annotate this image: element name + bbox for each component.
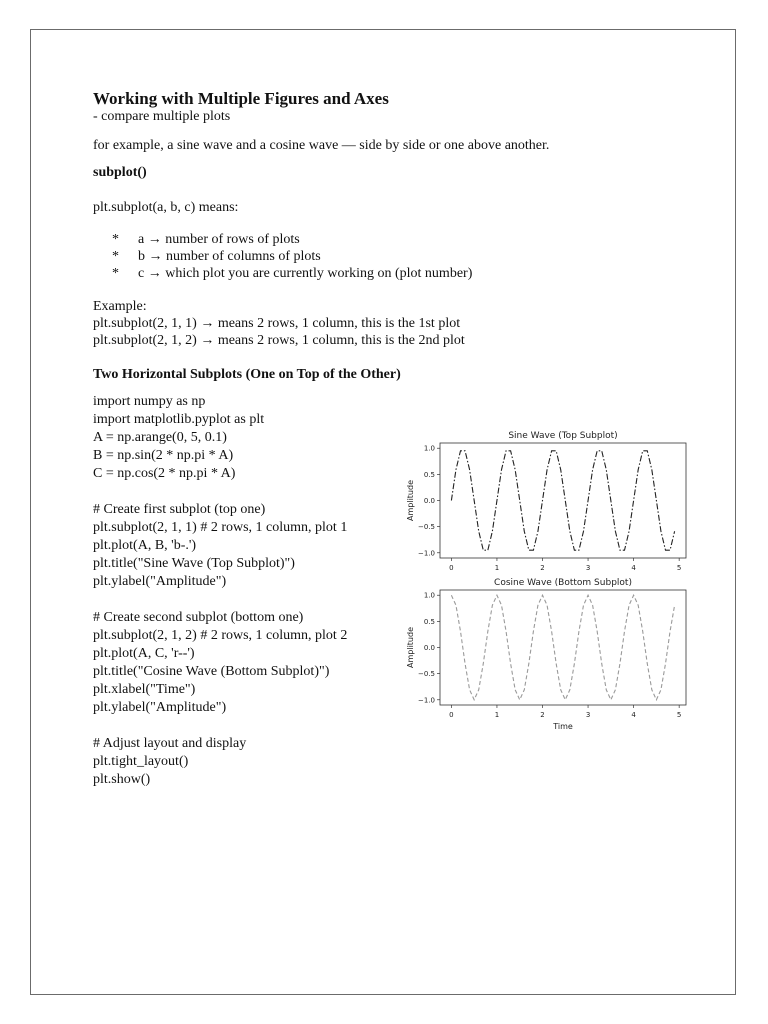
y-axis-label: Amplitude: [406, 480, 415, 521]
code-line: plt.ylabel("Amplitude"): [93, 574, 227, 589]
y-tick-label: −1.0: [418, 549, 435, 558]
x-tick-label: 3: [585, 564, 591, 572]
y-tick-label: 1.0: [423, 591, 435, 600]
subplot-signature: plt.subplot(a, b, c) means:: [93, 200, 239, 215]
x-axis-label: Time: [553, 722, 573, 731]
example-label: Example:: [93, 299, 147, 314]
plot-frame: [440, 590, 686, 705]
code-line: B = np.sin(2 * np.pi * A): [93, 448, 234, 463]
code-line: [93, 717, 347, 735]
section-heading: Two Horizontal Subplots (One on Top of the Other): [93, 367, 401, 382]
x-tick-label: 5: [676, 564, 682, 572]
list-item: [112, 248, 472, 265]
x-tick-label: 2: [540, 711, 545, 719]
bullet-list: [112, 231, 472, 282]
x-tick-label: 3: [585, 711, 591, 719]
y-tick-label: −0.5: [418, 523, 435, 532]
bullet-star: *: [112, 266, 119, 281]
chart-title: Cosine Wave (Bottom Subplot): [494, 578, 632, 588]
subheading: - compare multiple plots: [93, 109, 231, 124]
code-line: plt.title("Cosine Wave (Bottom Subplot)"): [93, 664, 330, 679]
example-line-2: plt.subplot(2, 1, 2) → means 2 rows, 1 column, this is the 2nd plot: [93, 333, 465, 348]
x-tick-label: 1: [494, 711, 500, 719]
code-line: A = np.arange(0, 5, 0.1): [93, 430, 227, 445]
bullet-text: b → number of columns of plots: [138, 249, 321, 264]
bullet-star: *: [112, 232, 119, 247]
subplot-heading: subplot(): [93, 165, 147, 180]
x-tick-label: 5: [676, 711, 682, 719]
example-line-1: plt.subplot(2, 1, 1) → means 2 rows, 1 column, this is the 1st plot: [93, 316, 461, 331]
code-line: plt.show(): [93, 772, 151, 787]
y-tick-label: −0.5: [418, 670, 435, 679]
intro-text: for example, a sine wave and a cosine wave — side by side or one above another.: [93, 138, 550, 153]
y-tick-label: 0.0: [423, 644, 435, 652]
y-axis-label: Amplitude: [406, 627, 415, 668]
x-tick-label: 4: [631, 711, 636, 719]
code-line: # Create second subplot (bottom one): [93, 610, 304, 625]
y-tick-label: 1.0: [423, 444, 435, 453]
bullet-text: a → number of rows of plots: [138, 232, 300, 247]
code-line: plt.xlabel("Time"): [93, 682, 196, 697]
x-tick-label: 4: [631, 564, 636, 572]
bullet-text: c → which plot you are currently working on (plot number): [138, 266, 473, 281]
y-tick-label: −1.0: [418, 696, 435, 705]
code-line: [93, 591, 347, 609]
x-tick-label: 0: [449, 711, 454, 719]
y-tick-label: 0.0: [423, 497, 435, 505]
code-line: # Adjust layout and display: [93, 736, 247, 751]
code-block: [93, 393, 347, 789]
code-line: plt.plot(A, B, 'b-.'): [93, 538, 197, 553]
x-tick-label: 0: [449, 564, 454, 572]
code-line: # Create first subplot (top one): [93, 502, 266, 517]
code-line: [93, 483, 347, 501]
list-item: [112, 265, 472, 282]
y-tick-label: 0.5: [423, 617, 435, 626]
series-line: [451, 595, 674, 700]
code-line: import matplotlib.pyplot as plt: [93, 412, 265, 427]
subplots-figure: [400, 425, 700, 735]
code-line: plt.plot(A, C, 'r--'): [93, 646, 195, 661]
x-tick-label: 1: [494, 564, 500, 572]
y-tick-label: 0.5: [423, 470, 435, 479]
list-item: [112, 231, 472, 248]
code-line: plt.subplot(2, 1, 2) # 2 rows, 1 column, plot 2: [93, 628, 348, 643]
chart-title: Sine Wave (Top Subplot): [508, 431, 618, 441]
page-title: Working with Multiple Figures and Axes: [93, 89, 389, 108]
code-line: plt.title("Sine Wave (Top Subplot)"): [93, 556, 295, 571]
code-line: import numpy as np: [93, 394, 206, 409]
code-line: plt.tight_layout(): [93, 754, 189, 769]
series-line: [451, 451, 674, 550]
code-line: plt.subplot(2, 1, 1) # 2 rows, 1 column, plot 1: [93, 520, 348, 535]
code-line: plt.ylabel("Amplitude"): [93, 700, 227, 715]
x-tick-label: 2: [540, 564, 545, 572]
bullet-star: *: [112, 249, 119, 264]
code-line: C = np.cos(2 * np.pi * A): [93, 466, 236, 481]
